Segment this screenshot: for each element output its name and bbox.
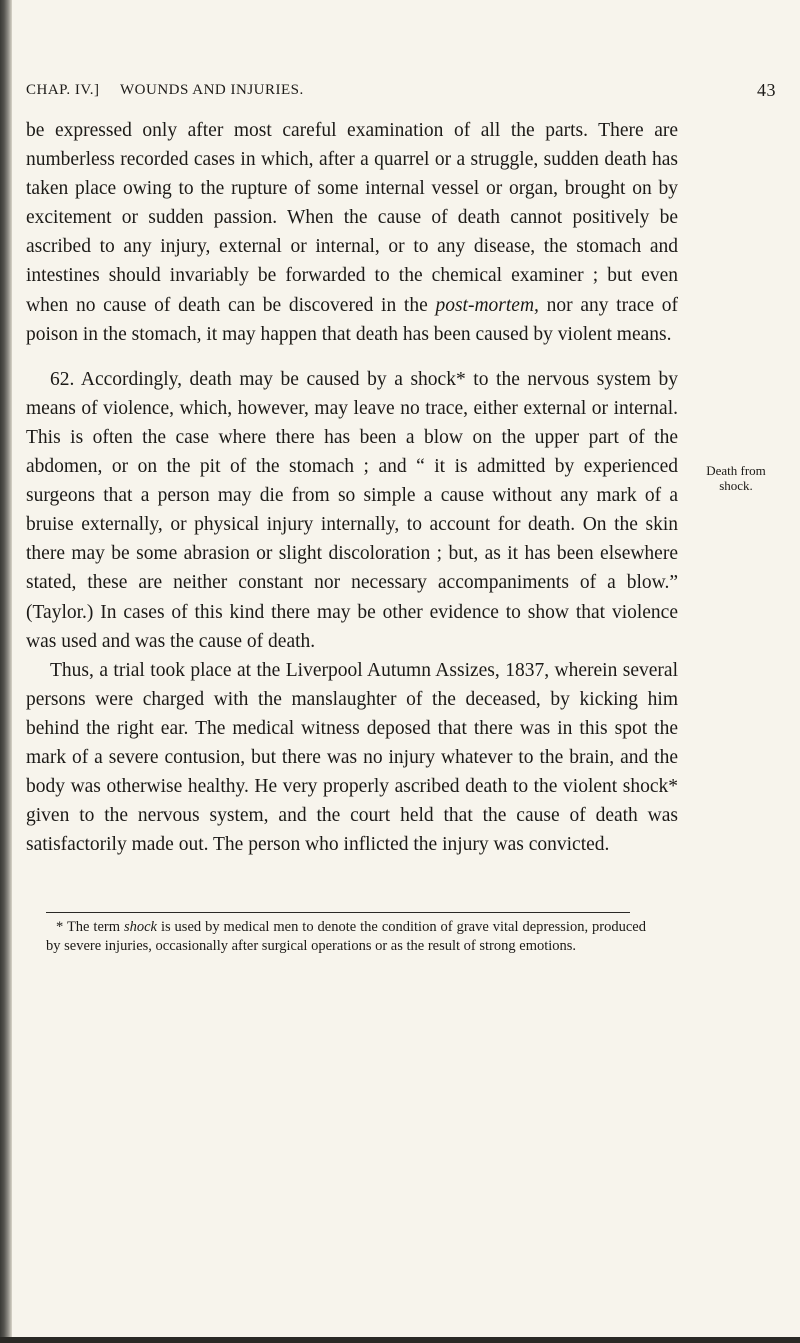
paragraph-continued	[26, 116, 678, 349]
footnote	[46, 918, 646, 955]
footnote-lead: * The term	[56, 919, 121, 935]
paragraph-62	[26, 365, 678, 656]
chapter-label: CHAP. IV.]	[26, 82, 100, 98]
page-bottom-edge	[0, 1337, 800, 1343]
running-title: WOUNDS AND INJURIES.	[120, 82, 304, 98]
paragraph-1-text: be expressed only after most careful examination of all the parts. There are numberless recorded cases in which, after a quarrel or a struggle, sudden death has taken place owing to the rupture of some internal vessel or organ, brought on by excitement or sudden passion. When the cause of death cannot positively be ascribed to any injury, external or internal, or to any disease, the stomach and intestines should invariably be forwarded to the chemical examiner ; but even when no cause of death can be discovered in the	[26, 120, 678, 316]
main-text	[26, 116, 678, 859]
page-binding-edge	[0, 0, 12, 1343]
paragraph-liverpool-case: Thus, a trial took place at the Liverpool Autumn Assizes, 1837, wherein several persons were charged with the manslaughter of the deceased, by kicking him behind the right ear. The medical witness deposed that there was in this spot the mark of a severe contusion, but there was no injury whatever to the brain, and the body was otherwise healthy. He very properly ascribed death to the violent shock* given to the nervous system, and the court held that the cause of death was satisfactorily made out. The person who inflicted the injury was convicted.	[26, 659, 678, 856]
paragraph-number: 62.	[50, 368, 75, 390]
running-header	[20, 80, 776, 104]
margin-note: Death from shock.	[706, 463, 766, 493]
footnote-text: is used by medical men to denote the condition of grave vital depression, produced by severe injuries, occasionally after surgical operations or as the result of strong emotions.	[46, 919, 646, 954]
footnote-rule	[46, 912, 630, 913]
paragraph-2-text: Accordingly, death may be caused by a shock* to the nervous system by means of violence, which, however, may leave no trace, either external or internal. This is often the case where there has been a blow on the upper part of the abdomen, or on the pit of the stomach ; and “ it is admitted by experienced surgeons that a person may die from so simple a cause without any mark of a bruise externally, or physical injury internally, to account for death. On the skin there may be some abrasion or slight discoloration ; but, as it has been elsewhere stated, these are neither constant nor necessary accompaniments of a blow.” (Taylor.) In cases of this kind there may be other evidence to show that violence was used and was the cause of death.	[26, 368, 678, 652]
footnote-term: shock	[123, 919, 157, 935]
page-number: 43	[757, 80, 776, 100]
paragraph-1-end: nor any trace of poison in the stomach, it may happen that death has been caused by violent means.	[26, 294, 678, 345]
paragraph-1-italic: post-mortem,	[435, 294, 539, 316]
